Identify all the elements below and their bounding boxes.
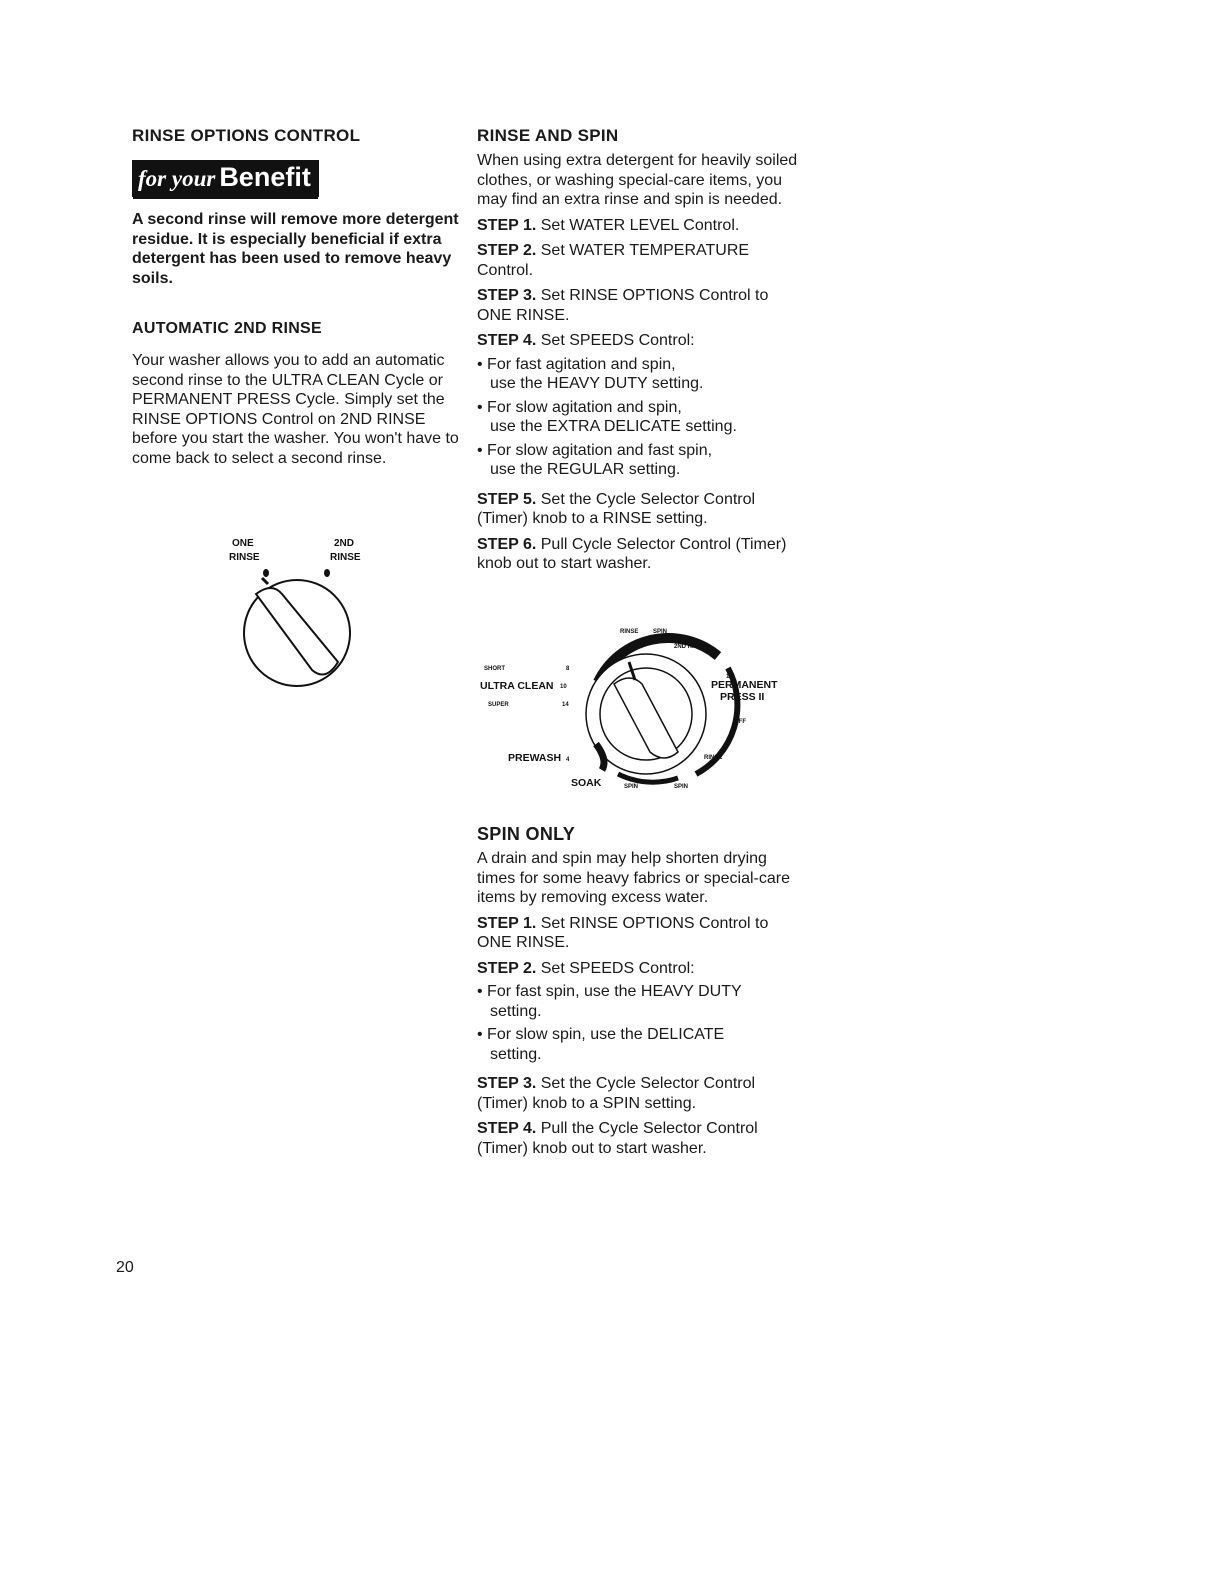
timer-num-14: 14 — [562, 702, 569, 708]
rinse-spin-step-5: STEP 5. Set the Cycle Selector Control (Timer) knob to a RINSE setting. — [477, 490, 756, 527]
timer-ultra-clean: ULTRA CLEAN — [480, 680, 554, 692]
timer-spin-top: SPIN — [653, 629, 668, 635]
timer-super: SUPER — [488, 702, 509, 708]
auto-rinse-body: Your washer allows you to add an automatic second rinse to the ULTRA CLEAN Cycle or PERMANENT PRESS Cycle. Simply set the RINSE OPTIONS Control on 2ND RINSE before you start the washer. You won't have to come back to select a second rinse. — [132, 352, 459, 467]
auto-rinse-heading: AUTOMATIC 2ND RINSE — [132, 320, 323, 337]
timer-num-10: 10 — [560, 684, 567, 690]
spin-only-bullet-1: • For fast spin, use the HEAVY DUTY setting. — [477, 983, 742, 1020]
spin-only-section — [477, 824, 807, 1158]
dial-one-dot — [263, 569, 269, 577]
rinse-spin-step-3: STEP 3. Set RINSE OPTIONS Control to ONE RINSE. — [477, 287, 769, 324]
timer-rinse-right: RINSE — [704, 755, 723, 761]
timer-rinse-top: RINSE — [620, 629, 639, 635]
badge-script: for your — [138, 166, 216, 191]
spin-only-bullet-2: • For slow spin, use the DELICATE setting. — [477, 1026, 725, 1063]
rinse-spin-heading: RINSE AND SPIN — [477, 126, 619, 145]
cycle-selector-dial — [478, 622, 808, 802]
dial-pointer-tip — [262, 578, 268, 584]
spin-only-intro: A drain and spin may help shorten drying times for some heavy fabrics or special-care items by removing excess water. — [477, 850, 790, 906]
badge-word: Benefit — [219, 162, 311, 192]
rinse-options-dial — [228, 532, 368, 702]
dial-2nd-dot — [324, 569, 330, 577]
page-number: 20 — [116, 1259, 134, 1276]
left-column — [132, 126, 464, 468]
timer-soak: SOAK — [571, 777, 602, 789]
timer-num-4: 4 — [566, 757, 570, 763]
dial-2nd-label: 2ND — [334, 538, 355, 549]
timer-short: SHORT — [484, 666, 505, 672]
rinse-spin-bullet-2: • For slow agitation and spin, use the EXTRA DELICATE setting. — [477, 398, 737, 435]
rinse-spin-intro: When using extra detergent for heavily soiled clothes, or washing special-care items, you may find an extra rinse and spin is needed. — [477, 152, 798, 208]
rinse-spin-step-2: STEP 2. Set WATER TEMPERATURE Control. — [477, 242, 750, 279]
rinse-spin-step-6: STEP 6. Pull Cycle Selector Control (Timer) knob out to start washer. — [477, 535, 787, 572]
rinse-spin-step-4: STEP 4. Set SPEEDS Control: — [477, 332, 695, 349]
spin-only-step-1: STEP 1. Set RINSE OPTIONS Control to ONE RINSE. — [477, 914, 769, 951]
timer-spin-bottom: SPIN — [624, 784, 639, 790]
timer-prewash: PREWASH — [508, 752, 562, 764]
rinse-spin-bullet-1: • For fast agitation and spin, use the HEAVY DUTY setting. — [477, 355, 704, 392]
timer-num-8: 8 — [566, 666, 570, 672]
timer-spin-bottom-2: SPIN — [674, 784, 689, 790]
rinse-spin-bullet-3: • For slow agitation and fast spin, use the REGULAR setting. — [477, 441, 713, 478]
spin-only-step-4: STEP 4. Pull the Cycle Selector Control (Timer) knob out to start washer. — [477, 1120, 758, 1157]
timer-2nd-rinse: 2ND RINSE — [674, 644, 707, 650]
spin-only-step-2: STEP 2. Set SPEEDS Control: — [477, 959, 695, 977]
timer-arc-bottom — [618, 774, 678, 782]
dial-one-label: ONE — [232, 538, 254, 549]
timer-permanent: PERMANENT — [711, 679, 778, 691]
timer-num-10-right: 10 — [726, 674, 733, 680]
dial-one-rinse-label: RINSE — [229, 552, 260, 563]
right-column — [477, 126, 807, 574]
timer-off-right: OFF — [734, 719, 746, 725]
rinse-options-heading: RINSE OPTIONS CONTROL — [132, 126, 361, 145]
spin-only-step-3: STEP 3. Set the Cycle Selector Control (Timer) knob to a SPIN setting. — [477, 1075, 756, 1112]
timer-prewash-mark — [596, 744, 604, 770]
for-your-benefit-badge — [132, 160, 319, 197]
timer-press: PRESS II — [720, 691, 765, 703]
rinse-spin-step-1: STEP 1. Set WATER LEVEL Control. — [477, 216, 740, 234]
dial-2nd-rinse-label: RINSE — [330, 552, 361, 563]
spin-only-heading: SPIN ONLY — [477, 824, 576, 844]
benefit-intro: A second rinse will remove more detergent residue. It is especially beneficial if extra detergent has been used to remove heavy soils. — [132, 211, 459, 287]
